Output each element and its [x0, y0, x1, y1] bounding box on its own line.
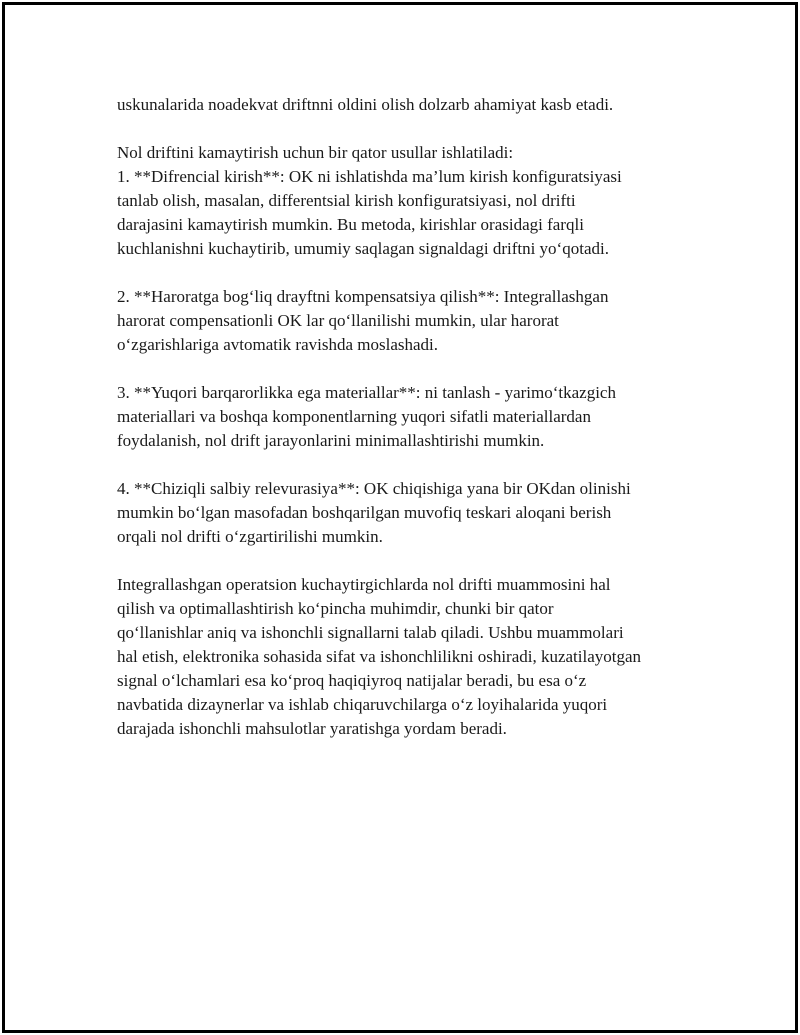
text-line: hal etish, elektronika sohasida sifat va ishonchlilikni oshiradi, kuzatilayotgan — [117, 647, 642, 666]
text-line: orqali nol drifti o‘zgartirilishi mumkin. — [117, 527, 383, 546]
text-line: 1. **Difrencial kirish**: OK ni ishlatishda ma’lum kirish konfiguratsiyasi — [117, 167, 622, 186]
paragraph-intro-continuation — [117, 93, 717, 117]
paragraph-method-4 — [117, 477, 717, 549]
paragraph-method-2 — [117, 285, 717, 357]
document-body — [117, 93, 717, 765]
text-line: mumkin bo‘lgan masofadan boshqarilgan muvofiq teskari aloqani berish — [117, 503, 612, 522]
text-line: 3. **Yuqori barqarorlikka ega materiallar**: ni tanlash - yarimo‘tkazgich — [117, 383, 616, 402]
text-line: Integrallashgan operatsion kuchaytirgichlarda nol drifti muammosini hal — [117, 575, 611, 594]
text-line: 4. **Chiziqli salbiy relevurasiya**: OK chiqishiga yana bir OKdan olinishi — [117, 479, 631, 498]
text-line: kuchlanishni kuchaytirib, umumiy saqlagan signaldagi driftni yo‘qotadi. — [117, 239, 609, 258]
paragraph-conclusion — [117, 573, 717, 741]
text-line: uskunalarida noadekvat driftnni oldini olish dolzarb ahamiyat kasb etadi. — [117, 95, 614, 114]
paragraph-methods-intro — [117, 141, 717, 261]
text-line: harorat compensationli OK lar qo‘llanilishi mumkin, ular harorat — [117, 311, 559, 330]
text-line: qilish va optimallashtirish ko‘pincha muhimdir, chunki bir qator — [117, 599, 554, 618]
text-line: o‘zgarishlariga avtomatik ravishda moslashadi. — [117, 335, 439, 354]
text-line: navbatida dizaynerlar va ishlab chiqaruvchilarga o‘z loyihalarida yuqori — [117, 695, 608, 714]
text-line: foydalanish, nol drift jarayonlarini minimallashtirishi mumkin. — [117, 431, 545, 450]
text-line: Nol driftini kamaytirish uchun bir qator usullar ishlatiladi: — [117, 143, 514, 162]
text-line: tanlab olish, masalan, differentsial kirish konfiguratsiyasi, nol drifti — [117, 191, 576, 210]
paragraph-method-3 — [117, 381, 717, 453]
text-line: 2. **Haroratga bog‘liq drayftni kompensatsiya qilish**: Integrallashgan — [117, 287, 609, 306]
text-line: materiallari va boshqa komponentlarning yuqori sifatli materiallardan — [117, 407, 591, 426]
text-line: darajada ishonchli mahsulotlar yaratishga yordam beradi. — [117, 719, 507, 738]
text-line: darajasini kamaytirish mumkin. Bu metoda, kirishlar orasidagi farqli — [117, 215, 584, 234]
text-line: signal o‘lchamlari esa ko‘proq haqiqiyroq natijalar beradi, bu esa o‘z — [117, 671, 587, 690]
text-line: qo‘llanishlar aniq va ishonchli signallarni talab qiladi. Ushbu muammolari — [117, 623, 624, 642]
